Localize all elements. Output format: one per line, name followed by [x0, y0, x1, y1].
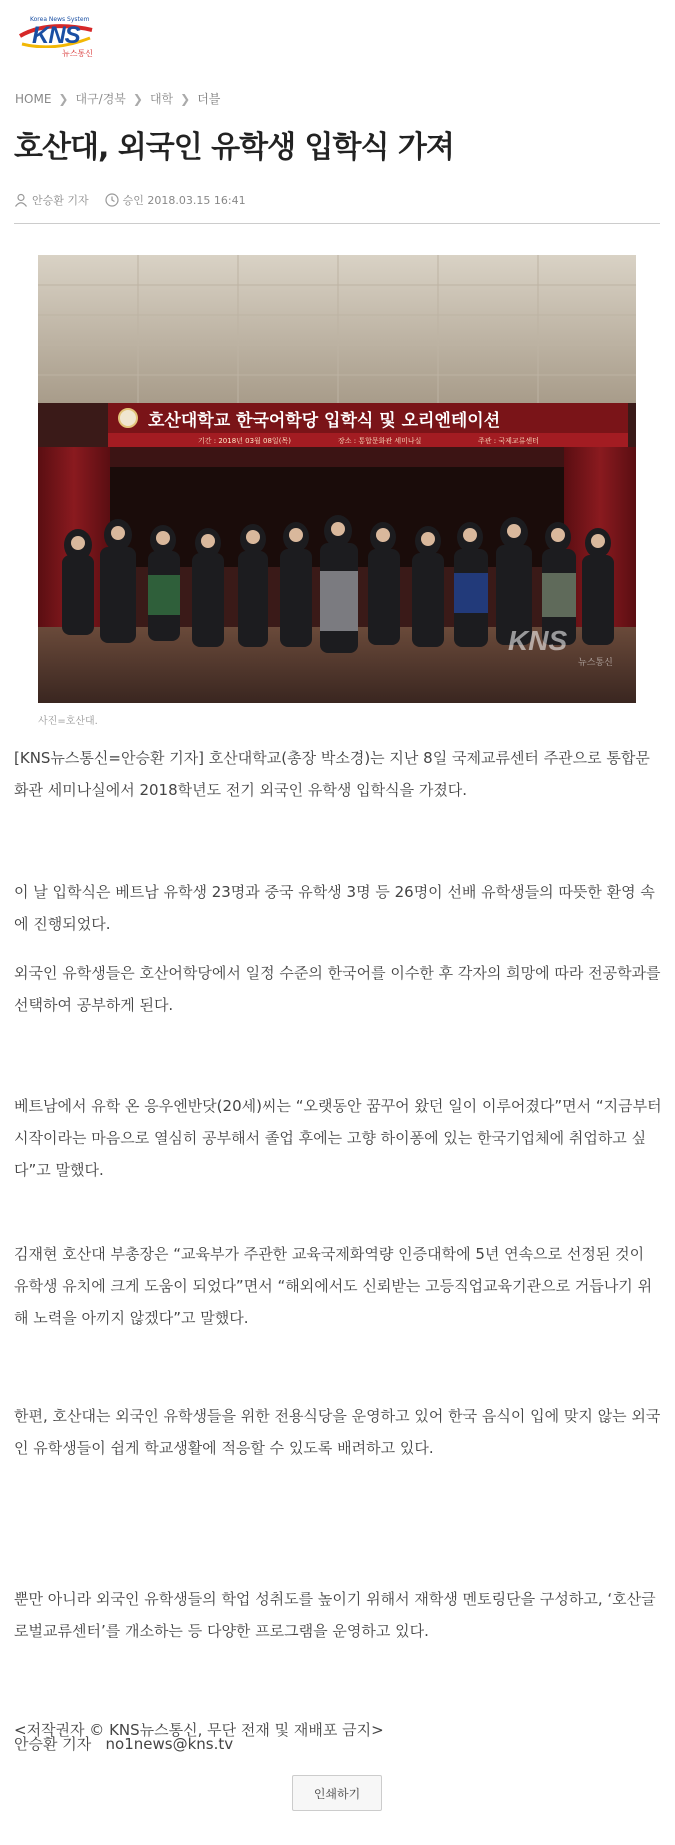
banner-title: 호산대학교 한국어학당 입학식 및 오리엔테이션	[148, 411, 501, 431]
byline-text: 안승환 기자 no1news@kns.tv	[14, 1735, 234, 1753]
photo-watermark: KNS	[508, 625, 568, 656]
breadcrumb-home[interactable]: HOME	[15, 91, 52, 106]
banner-host: 주관 : 국제교류센터	[478, 437, 539, 445]
article-photo	[38, 255, 636, 703]
logo-brand: KNS	[32, 22, 80, 49]
breadcrumb-university[interactable]: 대학	[149, 92, 174, 106]
paragraph-text: 베트남에서 유학 온 응우엔반닷(20세)씨는 “오랫동안 꿈꾸어 왔던 일이 이루어졌다”면서 “지금부터 시작이라는 마음으로 열심히 공부해서 졸업 후에는 고향 하이퐁에 있는 한국기업체에 취업하고 싶다”고 말했다.	[14, 1097, 662, 1179]
chevron-right-icon: ❯	[132, 91, 143, 106]
paragraph-text: 외국인 유학생들은 호산어학당에서 일정 수준의 한국어를 이수한 후 각자의 희망에 따라 전공학과를 선택하여 공부하게 된다.	[14, 964, 661, 1014]
paragraph-text: 한편, 호산대는 외국인 유학생들을 위한 전용식당을 운영하고 있어 한국 음식이 입에 맞지 않는 외국인 유학생들이 쉽게 학교생활에 적응할 수 있도록 배려하고 있다.	[14, 1407, 661, 1457]
paragraph-5	[14, 1238, 662, 1334]
paragraph-text: 뿐만 아니라 외국인 유학생들의 학업 성취도를 높이기 위해서 재학생 멘토링단을 구성하고, ‘호산글로벌교류센터’를 개소하는 등 다양한 프로그램을 운영하고 있다.	[14, 1590, 656, 1640]
paragraph-text: 김재현 호산대 부총장은 “교육부가 주관한 교육국제화역량 인증대학에 5년 연속으로 선정된 것이 유학생 유치에 크게 도움이 되었다”면서 “해외에서도 신뢰받는 고등직업교육기관으로 거듭나기 위해 노력을 아끼지 않겠다”고 말했다.	[14, 1245, 653, 1327]
breadcrumb	[15, 90, 220, 107]
paragraph-text: 이 날 입학식은 베트남 유학생 23명과 중국 유학생 3명 등 26명이 선배 유학생들의 따뜻한 환영 속에 진행되었다.	[14, 883, 655, 933]
article-meta	[14, 192, 246, 208]
article-title: 호산대, 외국인 유학생 입학식 가져	[14, 130, 454, 165]
logo-tagline: Korea News System	[30, 16, 90, 23]
person-icon	[14, 193, 28, 207]
author-name: 안승환 기자	[32, 194, 89, 207]
chevron-right-icon: ❯	[180, 91, 191, 106]
header-divider	[14, 223, 660, 224]
chevron-right-icon: ❯	[58, 91, 69, 106]
copyright-notice	[14, 1714, 662, 1746]
paragraph-text: [KNS뉴스통신=안승환 기자] 호산대학교(총장 박소경)는 지난 8일 국제교류센터 주관으로 통합문화관 세미나실에서 2018학년도 전기 외국인 유학생 입학식을 가졌다.	[14, 749, 650, 799]
print-button[interactable]: 인쇄하기	[292, 1775, 382, 1811]
paragraph-2	[14, 876, 662, 940]
paragraph-7	[14, 1583, 662, 1647]
paragraph-1	[14, 742, 662, 806]
kns-logo[interactable]	[16, 12, 96, 57]
clock-icon	[105, 193, 119, 207]
group-photo-image	[38, 255, 636, 703]
copyright-text: <저작권자 © KNS뉴스통신, 무단 전재 및 재배포 금지>	[14, 1721, 384, 1739]
breadcrumb-double[interactable]: 더블	[197, 92, 221, 106]
paragraph-3	[14, 957, 662, 1021]
photo-watermark-sub: 뉴스통신	[578, 658, 613, 668]
approved-date: 승인 2018.03.15 16:41	[122, 194, 246, 207]
photo-caption: 사진=호산대.	[38, 716, 98, 727]
banner-place: 장소 : 통합문화관 세미나실	[338, 437, 422, 445]
breadcrumb-region[interactable]: 대구/경북	[75, 92, 126, 106]
paragraph-4	[14, 1090, 662, 1186]
banner-date: 기간 : 2018년 03월 08일(목)	[198, 437, 291, 445]
paragraph-6	[14, 1400, 662, 1464]
logo-korean: 뉴스통신	[62, 49, 93, 58]
